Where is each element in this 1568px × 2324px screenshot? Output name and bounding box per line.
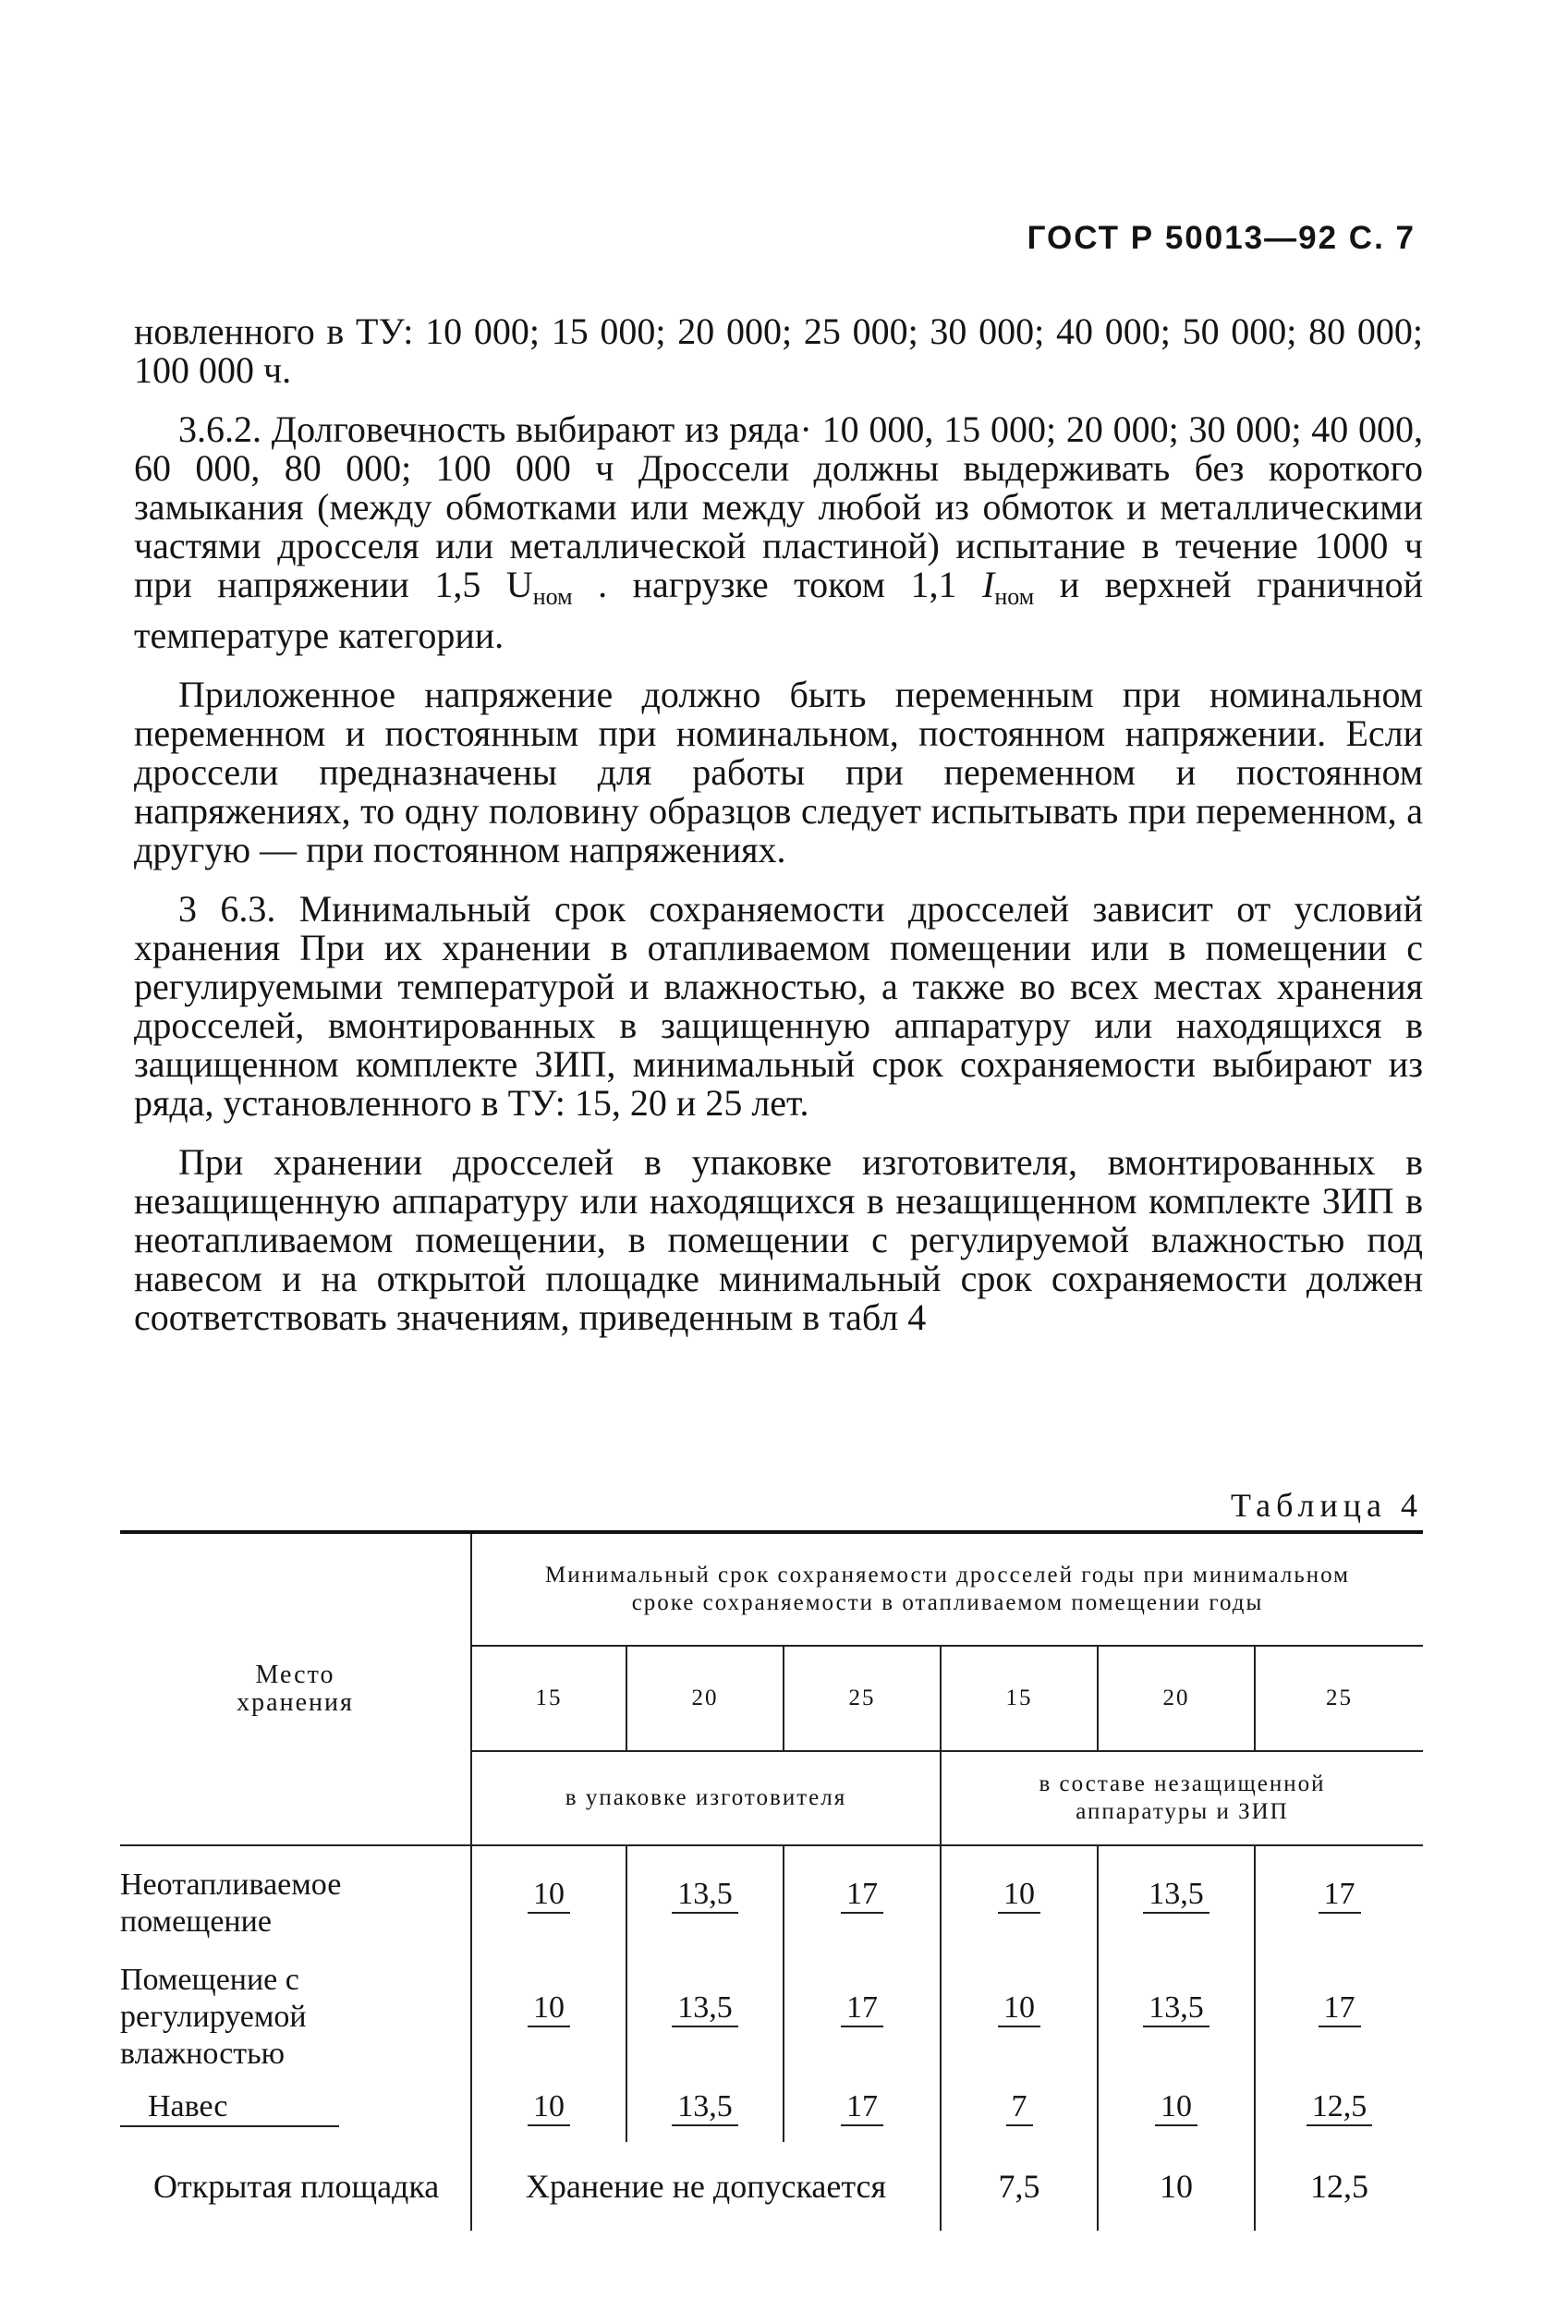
table-row: [120, 2074, 1423, 2142]
cell-value: 10: [998, 1990, 1040, 2027]
cell-value: 13,5: [1143, 1877, 1209, 1914]
table-row: [120, 2142, 1423, 2231]
cell: [626, 2074, 784, 2142]
pack-right: в составе незащищенной аппаратуры и ЗИП: [941, 1751, 1423, 1845]
cell: [941, 1845, 1098, 1943]
cell-value: 7: [1006, 2089, 1033, 2126]
cell: 7,5: [941, 2142, 1098, 2231]
current-symbol: I: [982, 564, 995, 605]
cell: [471, 1845, 626, 1943]
cell-value: 10: [528, 2089, 570, 2126]
u-nom-subscript: ном: [532, 583, 573, 610]
paragraph-1: новленного в ТУ: 10 000; 15 000; 20 000; 25 000; 30 000; 40 000; 50 000; 80 000; 100 000 ч.: [134, 310, 1423, 391]
cell-not-allowed: Хранение не допускается: [471, 2142, 941, 2231]
cell: [941, 2074, 1098, 2142]
cell-value: 17: [1319, 1990, 1361, 2027]
cell: [1255, 2074, 1423, 2142]
row-place: Неотапливаемое помещение: [120, 1868, 342, 1939]
formula-mid: . нагрузке током 1,1: [598, 564, 957, 605]
row-place: Открытая площадка: [153, 2168, 440, 2205]
cell-value: 13,5: [1143, 1990, 1209, 2027]
cell: 10: [1098, 2142, 1255, 2231]
table-row: [120, 1845, 1423, 1943]
cell: [626, 1943, 784, 2074]
paragraph-3-6-3: 3 6.3. Минимальный срок сохраняемости дросселей зависит от условий хранения При их хранении в отапливаемом помещении или в помещении с регулируемыми температурой и влажностью, а также во всех местах хранения дросселей, вмонтированных в защищенную аппаратуру или находящихся в защищенном комплекте ЗИП, минимальный срок сохраняемости выбирают из ряда, установленного в ТУ: 15, 20 и 25 лет.: [134, 888, 1423, 1124]
cell-value: 17: [841, 1990, 883, 2027]
cell-value: 10: [528, 1990, 570, 2027]
cell: [471, 1943, 626, 2074]
paragraph-3-6-2: [134, 410, 1423, 655]
cell: [1255, 1943, 1423, 2074]
paragraph-voltage: Приложенное напряжение должно быть переменным при номинальном переменном и постоянным при номинальном, постоянном напряжении. Если дроссели предназначены для работы при переменном и постоянном напряжениях, то одну половину образцов следует испытывать при переменном, а другую — при постоянном напряжениях.: [134, 674, 1423, 870]
year-25-b: 25: [1255, 1646, 1423, 1751]
cell: [1255, 1845, 1423, 1943]
row-place-label: Навес: [120, 2088, 339, 2127]
cell-value: 10: [1155, 2089, 1197, 2126]
cell-value: 17: [841, 1877, 883, 1914]
header-place-label: Место хранения: [237, 1661, 354, 1717]
storage-table: [120, 1530, 1423, 2231]
paragraph-3-6-2-text: 3.6.2. Долговечность выбирают из ряда· 10 000, 15 000; 20 000; 30 000; 40 000, 60 000, 80 000; 100 000 ч Дроссели должны выдерживать без короткого замыкания (между обмотками или между любой из обмоток и металлическими частями дросселя или металлической пластиной) испытание в течение 1000 ч при напряжении 1,5 U: [134, 408, 1423, 605]
cell: [941, 1943, 1098, 2074]
cell-value: 13,5: [672, 1877, 738, 1914]
cell-value: 10: [998, 1877, 1040, 1914]
cell: [784, 1943, 941, 2074]
cell: [626, 1845, 784, 1943]
year-15-b: 15: [941, 1646, 1098, 1751]
cell-value: 13,5: [672, 1990, 738, 2027]
cell: [1098, 1943, 1255, 2074]
table-row: [120, 1943, 1423, 2074]
body-text: [134, 312, 1423, 1337]
header-group: Минимальный срок сохраняемости дросселей годы при минимальном сроке сохраняемости в отапливаемом помещении годы: [471, 1532, 1423, 1646]
table-caption: Таблица 4: [1231, 1487, 1423, 1524]
row-place: Помещение с регулируемой влажностью: [120, 1963, 307, 2071]
formula-tail: и верхней граничной температуре категории.: [134, 564, 1424, 656]
cell-value: 17: [1319, 1877, 1361, 1914]
year-20-b: 20: [1098, 1646, 1255, 1751]
cell: [1098, 1845, 1255, 1943]
page-header: ГОСТ Р 50013—92 С. 7: [1027, 220, 1416, 256]
cell-value: 12,5: [1307, 2089, 1373, 2126]
year-25-a: 25: [784, 1646, 941, 1751]
year-20-a: 20: [626, 1646, 784, 1751]
cell-value: 13,5: [672, 2089, 738, 2126]
header-place: [120, 1532, 471, 1845]
cell: [784, 2074, 941, 2142]
cell: [1098, 2074, 1255, 2142]
cell: [471, 2074, 626, 2142]
i-nom-subscript: ном: [994, 583, 1035, 610]
row-place: [120, 2074, 471, 2142]
year-15-a: 15: [471, 1646, 626, 1751]
paragraph-storage: При хранении дросселей в упаковке изготовителя, вмонтированных в незащищенную аппаратуру или находящихся в незащищенном комплекте ЗИП в неотапливаемом помещении, в помещении с регулируемой влажностью под навесом и на открытой площадке минимальный срок сохраняемости должен соответствовать значениям, приведенным в табл 4: [134, 1141, 1423, 1338]
cell-value: 10: [528, 1877, 570, 1914]
cell: [784, 1845, 941, 1943]
pack-left: в упаковке изготовителя: [471, 1751, 941, 1845]
cell: 12,5: [1255, 2142, 1423, 2231]
cell-value: 17: [841, 2089, 883, 2126]
